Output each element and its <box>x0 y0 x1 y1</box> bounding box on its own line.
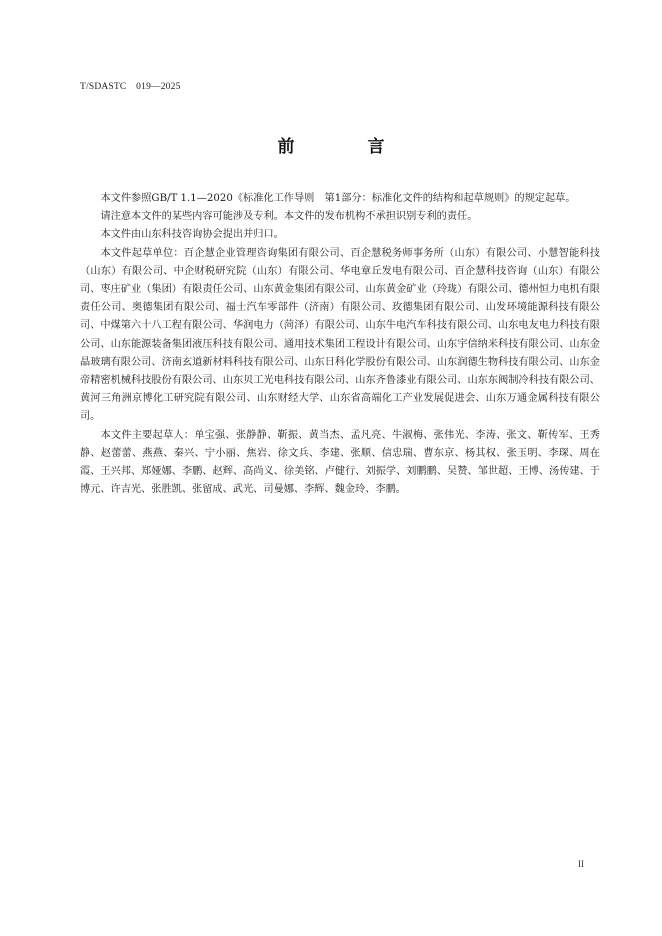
paragraph-drafting-units: 本文件起草单位：百企慧企业管理咨询集团有限公司、百企慧税务师事务所（山东）有限公司、小慧智能科技（山东）有限公司、中企财税研究院（山东）有限公司、华电章丘发电有限公司、百企慧科技咨询（山东）有限公司、枣庄矿业（集团）有限责任公司、山东黄金集团有限公司、山东黄金矿业（玲珑）有限公司、德州恒力电机有限责任公司、奥德集团有限公司、福士汽车零部件（济南）有限公司、玫德集团有限公司、山发环境能源科技有限公司、中煤第六十八工程有限公司、华润电力（菏泽）有限公司、山东牛电汽车科技有限公司、山东电友电力科技有限公司、山东能源装备集团液压科技有限公司、通用技术集团工程设计有限公司、山东宇信纳米科技有限公司、山东金晶玻璃有限公司、济南玄道新材料科技有限公司、山东日科化学股份有限公司、山东润德生物科技有限公司、山东金帝精密机械科技股份有限公司、山东贝工光电科技有限公司、山东齐鲁漆业有限公司、山东东阀制冷科技有限公司、黄河三角洲京博化工研究院有限公司、山东财经大学、山东省高端化工产业发展促进会、山东万通金属科技有限公司。 <box>80 247 600 423</box>
page-title: 前 言 <box>277 137 413 157</box>
page-number: II <box>578 859 584 869</box>
standard-code: T/SDASTC 019—2025 <box>80 82 181 92</box>
paragraph-drafters: 本文件主要起草人：单宝强、张静静、靳振、黄当杰、孟凡亮、牛淑梅、张伟光、李涛、张文、靳传军、王秀静、赵蕾蕾、燕燕、秦兴、宁小丽、焦岩、徐文兵、李建、张顺、信忠瑞、曹东京、杨其权、张玉明、李琛、周在霞、王兴邦、郑娅娜、李鹏、赵辉、高尚义、徐美铭、卢健行、刘振学、刘鹏鹏、吴赞、邹世超、王博、汤传建、于博元、许吉光、张胜凯、张留成、武光、司曼娜、李辉、魏金玲、李鹏。 <box>80 429 600 496</box>
paragraph-drafting-basis: 本文件参照GB/T 1.1—2020《标准化工作导则 第1部分：标准化文件的结构和起草规则》的规定起草。 <box>100 193 576 204</box>
document-body <box>80 190 600 499</box>
paragraph-proposer: 本文件由山东科技咨询协会提出并归口。 <box>100 229 284 241</box>
paragraph-patent-notice: 请注意本文件的某些内容可能涉及专利。本文件的发布机构不承担识别专利的责任。 <box>100 211 478 223</box>
